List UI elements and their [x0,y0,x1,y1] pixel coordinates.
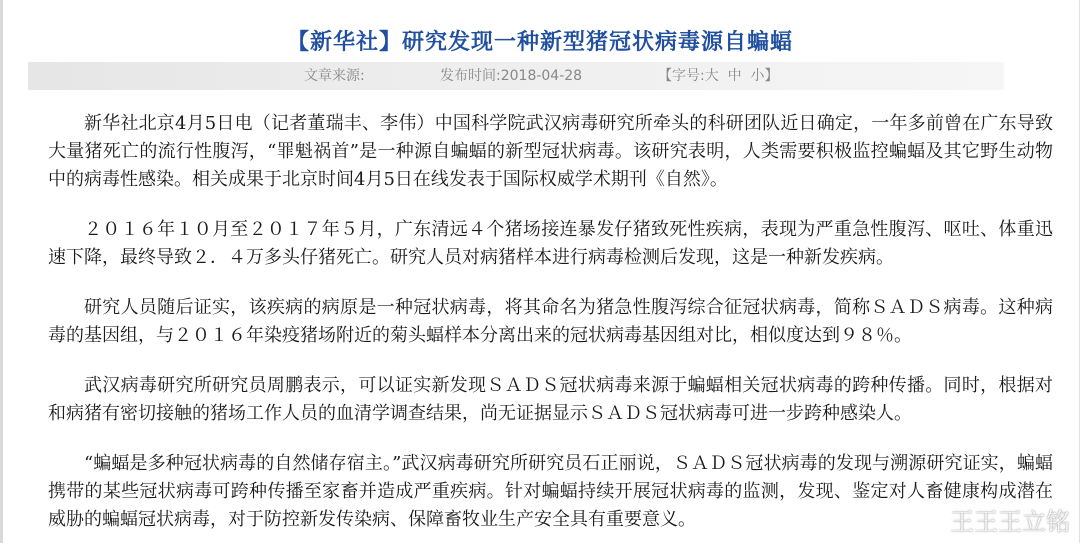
article-paragraph: “蝙蝠是多种冠状病毒的自然储存宿主。”武汉病毒研究所研究员石正丽说，ＳＡＤＳ冠状病毒的发现与溯源研究证实，蝙蝠携带的某些冠状病毒可跨种传播至家畜并造成严重疾病。针对蝙蝠持续开展冠状病毒的监测，发现、鉴定对人畜健康构成潜在威胁的蝙蝠冠状病毒，对于防控新发传染病、保障畜牧业生产安全具有重要意义。 [48,453,1053,530]
publish-date-label: 发布时间: [440,68,501,84]
article-paragraph: 武汉病毒研究所研究员周鹏表示，可以证实新发现ＳＡＤＳ冠状病毒来源于蝙蝠相关冠状病毒的跨种传播。同时，根据对和病猪有密切接触的猪场工作人员的血清学调查结果，尚无证据显示ＳＡＤＳ冠状病毒可进一步跨种感染人。 [48,375,1053,424]
article-meta-bar [28,62,1004,90]
article-paragraph: 研究人员随后证实，该疾病的病原是一种冠状病毒，将其命名为猪急性腹泻综合征冠状病毒，简称ＳＡＤＳ病毒。这种病毒的基因组，与２０１６年染疫猪场附近的菊头蝠样本分离出来的冠状病毒基因组对比，相似度达到９８％。 [48,297,1053,346]
weibo-watermark [914,502,1070,537]
page-title: 【新华社】研究发现一种新型猪冠状病毒源自蝙蝠 [286,30,793,55]
weibo-icon [914,507,944,533]
publish-date-value: 2018-04-28 [500,68,583,84]
font-size-small-link[interactable]: 小】 [750,68,779,84]
article-paragraph: 新华社北京4月5日电（记者董瑞丰、李伟）中国科学院武汉病毒研究所牵头的科研团队近日确定，一年多前曾在广东导致大量猪死亡的流行性腹泻，“罪魁祸首”是一种源自蝙蝠的新型冠状病毒。该研究表明，人类需要积极监控蝙蝠及其它野生动物中的病毒性感染。相关成果于北京时间4月5日在线发表于国际权威学术期刊《自然》。 [48,113,1053,190]
watermark-text: 王王王立铭 [950,508,1070,536]
article-body [48,110,1053,556]
article-source: 文章来源: [304,68,365,84]
publish-date [440,62,582,90]
font-size-medium-link[interactable]: 中 [727,68,742,84]
article-paragraph: ２０１６年１０月至２０１７年５月，广东清远４个猪场接连暴发仔猪致死性疾病，表现为严重急性腹泻、呕吐、体重迅速下降，最终导致２．４万多头仔猪死亡。研究人员对病猪样本进行病毒检测后发现，这是一种新发疾病。 [48,219,1053,268]
font-size-label: 【字号: [658,68,705,84]
font-size-large-link[interactable]: 大 [704,68,719,84]
font-size-control [658,62,779,90]
